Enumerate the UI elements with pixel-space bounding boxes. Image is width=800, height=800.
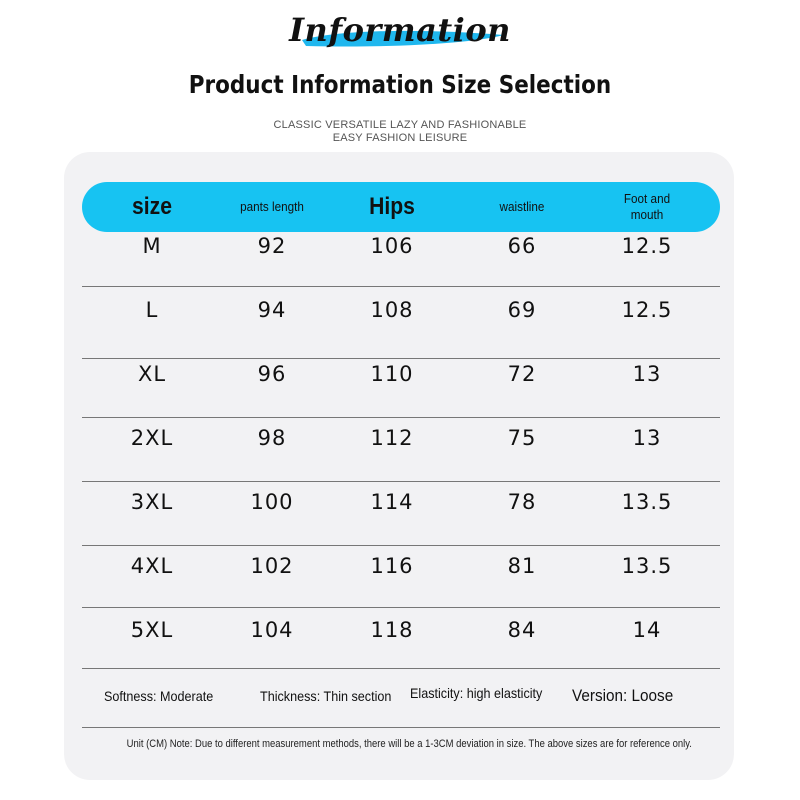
cell-size: 5XL — [130, 618, 174, 642]
cell-hips: 118 — [370, 618, 414, 642]
cell-foot-and-mouth: 13.5 — [621, 490, 673, 514]
table-row — [82, 470, 720, 534]
cell-waistline: 81 — [507, 554, 537, 578]
table-row — [82, 214, 720, 278]
row-divider — [82, 668, 720, 669]
measurement-note: Unit (CM) Note: Due to different measurement methods, there will be a 1-3CM deviation in size. The above sizes are for reference only. — [126, 738, 692, 750]
table-row — [82, 534, 720, 598]
cell-foot-and-mouth: 13 — [632, 426, 662, 450]
cell-size: 2XL — [130, 426, 174, 450]
header-waistline: waistline — [499, 199, 545, 214]
cell-hips: 116 — [370, 554, 414, 578]
thickness-label: Thickness: Thin section — [260, 688, 392, 704]
cell-size: 4XL — [130, 554, 174, 578]
subtitle-line-1: CLASSIC VERSATILE LAZY AND FASHIONABLE — [273, 119, 527, 131]
header-hips: Hips — [369, 193, 415, 220]
cell-waistline: 72 — [507, 362, 537, 386]
elasticity-label: Elasticity: high elasticity — [410, 685, 543, 701]
cell-hips: 110 — [370, 362, 414, 386]
cell-size: XL — [137, 362, 167, 386]
cell-waistline: 78 — [507, 490, 537, 514]
cell-pants-length: 92 — [257, 234, 287, 258]
cell-foot-and-mouth: 13.5 — [621, 554, 673, 578]
cell-pants-length: 104 — [250, 618, 294, 642]
cell-pants-length: 94 — [257, 298, 287, 322]
cell-size: 3XL — [130, 490, 174, 514]
version-label: Version: Loose — [572, 686, 674, 705]
cell-pants-length: 102 — [250, 554, 294, 578]
header-size: size — [132, 193, 172, 220]
cell-foot-and-mouth: 13 — [632, 362, 662, 386]
table-row — [82, 598, 720, 662]
cell-size: M — [142, 234, 162, 258]
cell-size: L — [145, 298, 159, 322]
cell-hips: 112 — [370, 426, 414, 450]
subtitle-line-2: EASY FASHION LEISURE — [332, 132, 468, 144]
cell-foot-and-mouth: 14 — [632, 618, 662, 642]
cell-waistline: 66 — [507, 234, 537, 258]
brand-logo — [0, 6, 800, 54]
logo-text: Information — [289, 11, 511, 49]
page-title: Product Information Size Selection — [188, 70, 612, 99]
cell-hips: 114 — [370, 490, 414, 514]
table-row — [82, 278, 720, 342]
cell-foot-and-mouth: 12.5 — [621, 298, 673, 322]
table-row — [82, 342, 720, 406]
cell-pants-length: 100 — [250, 490, 294, 514]
header-pants-length: pants length — [240, 199, 304, 214]
cell-foot-and-mouth: 12.5 — [621, 234, 673, 258]
cell-pants-length: 98 — [257, 426, 287, 450]
softness-label: Softness: Moderate — [104, 688, 214, 704]
header-foot-and-mouth: Foot and mouth — [623, 191, 671, 222]
fabric-properties — [82, 676, 720, 716]
cell-hips: 106 — [370, 234, 414, 258]
cell-waistline: 75 — [507, 426, 537, 450]
table-row — [82, 406, 720, 470]
cell-waistline: 84 — [507, 618, 537, 642]
properties-divider — [82, 727, 720, 728]
cell-hips: 108 — [370, 298, 414, 322]
cell-pants-length: 96 — [257, 362, 287, 386]
cell-waistline: 69 — [507, 298, 537, 322]
